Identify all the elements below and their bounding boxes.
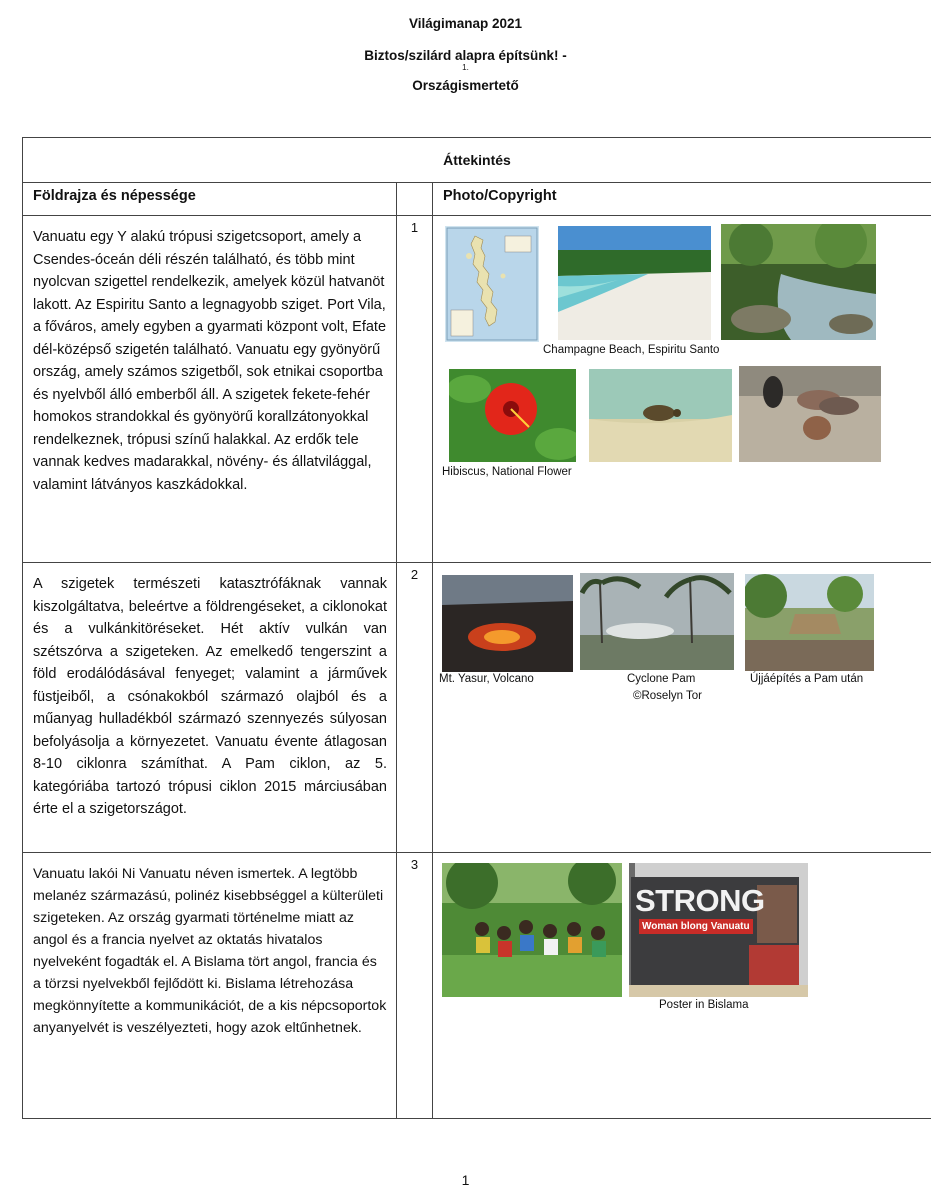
map-image <box>445 226 539 342</box>
champagne-beach-image <box>558 226 711 340</box>
turtle-image <box>589 369 732 462</box>
row-number: 1 <box>397 216 433 563</box>
row-text: Vanuatu lakói Ni Vanuatu néven ismertek. A legtöbb melanéz származású, polinéz kisebbséggel a külterületi szigeteken. Az ország gyarmati történelme miatt az angol és a francia nyelvet az oktatás hivatalos nyelveként fogadták el. A Bislama tört angol, francia és a törzsi nyelvekből fejlődött ki. Bislama létrehozása megkönnyítette a kommunikációt, de a kis népcsoportok anyanyelvét is veszélyezteti, hogy azok eltűnhetnek. <box>23 853 397 1119</box>
document-section-title: Országismertető <box>412 78 519 93</box>
photo-header: Photo/Copyright <box>433 183 931 216</box>
volcano-image <box>442 575 573 672</box>
cyclone-image <box>580 573 734 670</box>
photo-cell <box>433 563 931 853</box>
photo-caption: Hibiscus, National Flower <box>442 466 572 478</box>
subtitle-footnote-mark: 1. <box>462 63 469 72</box>
photo-caption: Újjáépítés a Pam után <box>750 673 864 685</box>
poster-headline: STRONG <box>635 883 765 918</box>
empty-header-cell <box>397 183 433 216</box>
row-number: 3 <box>397 853 433 1119</box>
photo-caption: Mt. Yasur, Volcano <box>439 673 534 685</box>
row-text: A szigetek természeti katasztrófáknak vannak kiszolgáltatva, beleértve a földrengéseket, a ciklonokat és a vulkánkitöréseket. Hét aktív vulkán van szétszórva a szigeteken. Az emelkedő tengerszint a föld erodálódásával fenyeget; valamint a járművek füstjeiből, a csónakokból származó olajból és a műanyag hulladékból származó szennyezés súlyosan befolyásolja a környezetet. Vanuatu évente átlagosan 8-10 ciklonra számíthat. A Pam ciklon, az 5. kategóriába tartozó trópusi ciklon 2015 márciusában érte el a szigetországot. <box>23 563 397 853</box>
table-row <box>23 216 931 563</box>
people-image <box>442 863 622 997</box>
poster-subline: Woman blong Vanuatu <box>639 919 753 934</box>
photo-caption: Poster in Bislama <box>659 999 749 1011</box>
table-row <box>23 563 931 853</box>
bislama-poster-image <box>629 863 808 997</box>
photo-cell <box>433 216 931 563</box>
row-number: 2 <box>397 563 433 853</box>
country-overview-table <box>22 137 931 1119</box>
hibiscus-image <box>449 369 576 462</box>
waterfall-image <box>721 224 876 340</box>
photo-caption: Champagne Beach, Espiritu Santo <box>543 344 720 356</box>
row-text: Vanuatu egy Y alakú trópusi szigetcsoport, amely a Csendes-óceán déli részén található, és több mint nyolcvan szigettel rendelkezik, amelyek közül hatvanöt lakott. Az Espiritu Santo a legnagyobb sziget. Port Vila, a főváros, amely egyben a gyarmati központ volt, Efate dél-középső szigetén található. Vanuatu egy gyönyörű ország, amely számos szigetből, sok etnikai csoportba és nyelvből álló emberből áll. A szigetek fekete-fehér homokos strandokkal és gyönyörű korallzátonyokkal rendelkeznek, trópusi színű halakkal. Az erdők tele vannak kedves madarakkal, növény- és állatvilággal, valamint látványos kaszkádokkal. <box>23 216 397 563</box>
reconstruction-image <box>745 574 874 671</box>
photo-cell <box>433 853 931 1119</box>
photo-copyright: ©Roselyn Tor <box>633 690 702 702</box>
document-title: Világimanap 2021 <box>408 16 523 31</box>
document-subtitle: Biztos/szilárd alapra építsünk! - <box>364 48 567 63</box>
overview-title: Áttekintés <box>23 138 931 183</box>
table-row <box>23 853 931 1119</box>
photo-caption: Cyclone Pam <box>627 673 696 685</box>
geography-header: Földrajza és népessége <box>23 183 397 216</box>
pigs-image <box>739 366 881 462</box>
page-number: 1 <box>461 1172 470 1188</box>
